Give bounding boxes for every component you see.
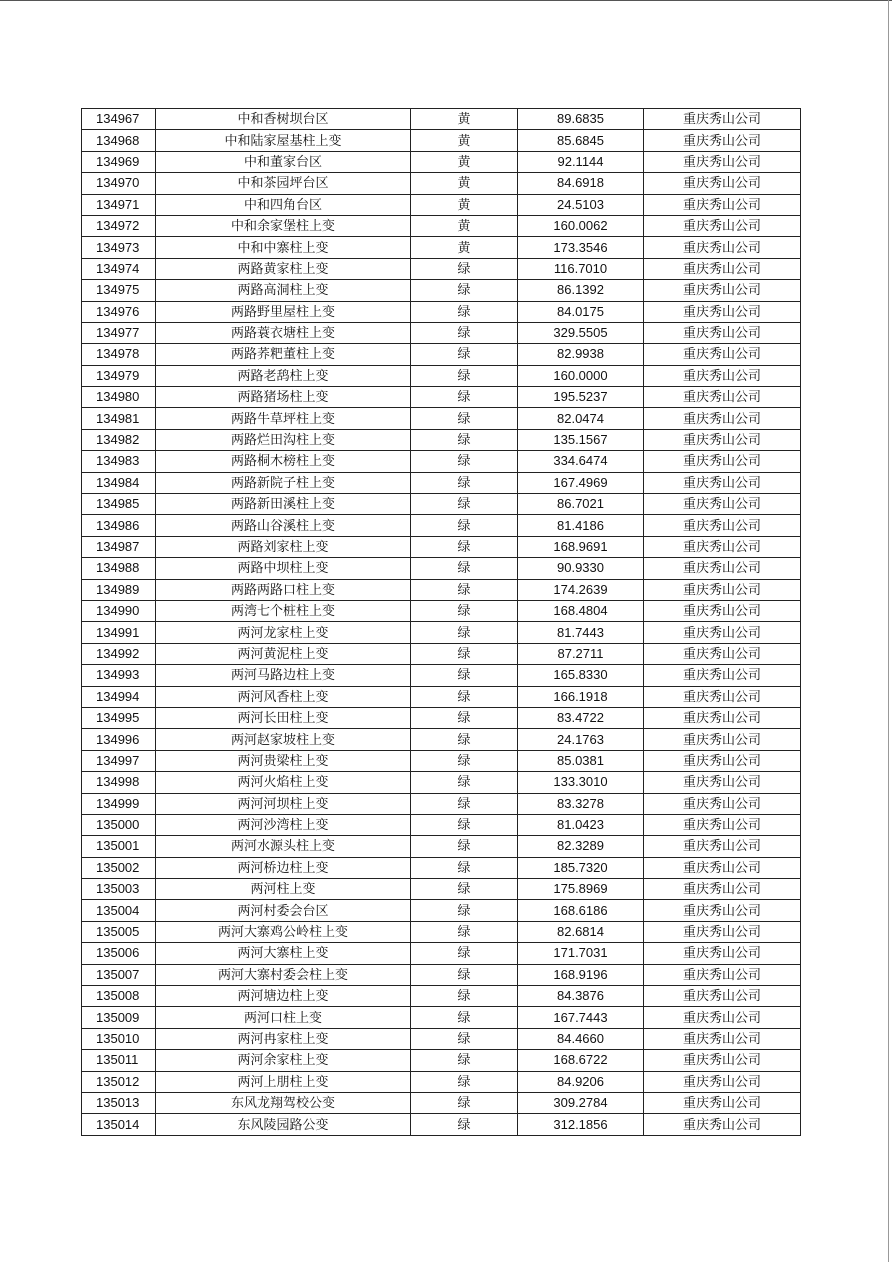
status-color-cell: 黄 — [411, 130, 518, 151]
table-row — [82, 173, 801, 194]
station-name-cell: 两路山谷溪柱上变 — [156, 515, 411, 536]
row-id-cell: 134988 — [82, 558, 156, 579]
page-right-border — [888, 0, 889, 1262]
station-name-cell: 两路猪场柱上变 — [156, 387, 411, 408]
row-id-cell: 135009 — [82, 1007, 156, 1028]
company-cell: 重庆秀山公司 — [644, 772, 801, 793]
company-cell: 重庆秀山公司 — [644, 1092, 801, 1113]
company-cell: 重庆秀山公司 — [644, 729, 801, 750]
row-id-cell: 134973 — [82, 237, 156, 258]
value-cell: 81.0423 — [518, 814, 644, 835]
station-name-cell: 两路蓑衣塘柱上变 — [156, 322, 411, 343]
value-cell: 185.7320 — [518, 857, 644, 878]
row-id-cell: 134983 — [82, 451, 156, 472]
status-color-cell: 绿 — [411, 943, 518, 964]
company-cell: 重庆秀山公司 — [644, 900, 801, 921]
table-row — [82, 1071, 801, 1092]
station-name-cell: 中和四角台区 — [156, 194, 411, 215]
company-cell: 重庆秀山公司 — [644, 622, 801, 643]
company-cell: 重庆秀山公司 — [644, 280, 801, 301]
station-name-cell: 两河余家柱上变 — [156, 1050, 411, 1071]
status-color-cell: 绿 — [411, 451, 518, 472]
row-id-cell: 134994 — [82, 686, 156, 707]
company-cell: 重庆秀山公司 — [644, 387, 801, 408]
value-cell: 82.6814 — [518, 921, 644, 942]
table-row — [82, 900, 801, 921]
value-cell: 86.1392 — [518, 280, 644, 301]
row-id-cell: 134967 — [82, 109, 156, 130]
table-row — [82, 686, 801, 707]
row-id-cell: 135013 — [82, 1092, 156, 1113]
value-cell: 168.9196 — [518, 964, 644, 985]
station-name-cell: 两河水源头柱上变 — [156, 836, 411, 857]
row-id-cell: 135005 — [82, 921, 156, 942]
value-cell: 167.4969 — [518, 472, 644, 493]
row-id-cell: 134976 — [82, 301, 156, 322]
row-id-cell: 134971 — [82, 194, 156, 215]
status-color-cell: 绿 — [411, 365, 518, 386]
row-id-cell: 135008 — [82, 986, 156, 1007]
station-name-cell: 两河上朋柱上变 — [156, 1071, 411, 1092]
status-color-cell: 黄 — [411, 151, 518, 172]
row-id-cell: 134993 — [82, 665, 156, 686]
station-name-cell: 东风陵园路公变 — [156, 1114, 411, 1135]
status-color-cell: 黄 — [411, 215, 518, 236]
station-name-cell: 中和香树坝台区 — [156, 109, 411, 130]
row-id-cell: 135006 — [82, 943, 156, 964]
value-cell: 89.6835 — [518, 109, 644, 130]
status-color-cell: 绿 — [411, 836, 518, 857]
row-id-cell: 134997 — [82, 750, 156, 771]
status-color-cell: 绿 — [411, 301, 518, 322]
company-cell: 重庆秀山公司 — [644, 857, 801, 878]
row-id-cell: 134992 — [82, 643, 156, 664]
status-color-cell: 绿 — [411, 879, 518, 900]
table-row — [82, 772, 801, 793]
station-name-cell: 两河贵梁柱上变 — [156, 750, 411, 771]
station-name-cell: 两湾七个桩柱上变 — [156, 600, 411, 621]
value-cell: 84.3876 — [518, 986, 644, 1007]
value-cell: 133.3010 — [518, 772, 644, 793]
station-name-cell: 两路野里屋柱上变 — [156, 301, 411, 322]
value-cell: 82.0474 — [518, 408, 644, 429]
company-cell: 重庆秀山公司 — [644, 494, 801, 515]
table-row — [82, 793, 801, 814]
status-color-cell: 绿 — [411, 429, 518, 450]
value-cell: 168.9691 — [518, 536, 644, 557]
company-cell: 重庆秀山公司 — [644, 1007, 801, 1028]
station-name-cell: 两路荞粑董柱上变 — [156, 344, 411, 365]
value-cell: 166.1918 — [518, 686, 644, 707]
row-id-cell: 134974 — [82, 258, 156, 279]
row-id-cell: 135002 — [82, 857, 156, 878]
station-name-cell: 中和余家堡柱上变 — [156, 215, 411, 236]
table-row — [82, 879, 801, 900]
row-id-cell: 135010 — [82, 1028, 156, 1049]
value-cell: 329.5505 — [518, 322, 644, 343]
row-id-cell: 134985 — [82, 494, 156, 515]
table-row — [82, 215, 801, 236]
station-name-cell: 两河河坝柱上变 — [156, 793, 411, 814]
company-cell: 重庆秀山公司 — [644, 1050, 801, 1071]
table-row — [82, 151, 801, 172]
company-cell: 重庆秀山公司 — [644, 109, 801, 130]
station-name-cell: 两路中坝柱上变 — [156, 558, 411, 579]
station-name-cell: 两河大寨柱上变 — [156, 943, 411, 964]
station-name-cell: 两河大寨村委会柱上变 — [156, 964, 411, 985]
status-color-cell: 黄 — [411, 109, 518, 130]
status-color-cell: 绿 — [411, 900, 518, 921]
status-color-cell: 绿 — [411, 986, 518, 1007]
company-cell: 重庆秀山公司 — [644, 451, 801, 472]
row-id-cell: 135003 — [82, 879, 156, 900]
value-cell: 334.6474 — [518, 451, 644, 472]
value-cell: 312.1856 — [518, 1114, 644, 1135]
table-row — [82, 921, 801, 942]
row-id-cell: 134975 — [82, 280, 156, 301]
value-cell: 116.7010 — [518, 258, 644, 279]
company-cell: 重庆秀山公司 — [644, 750, 801, 771]
status-color-cell: 绿 — [411, 964, 518, 985]
station-name-cell: 两河口柱上变 — [156, 1007, 411, 1028]
value-cell: 175.8969 — [518, 879, 644, 900]
station-name-cell: 两路桐木榜柱上变 — [156, 451, 411, 472]
value-cell: 81.4186 — [518, 515, 644, 536]
table-row — [82, 451, 801, 472]
company-cell: 重庆秀山公司 — [644, 301, 801, 322]
status-color-cell: 绿 — [411, 772, 518, 793]
company-cell: 重庆秀山公司 — [644, 686, 801, 707]
company-cell: 重庆秀山公司 — [644, 173, 801, 194]
table-row — [82, 707, 801, 728]
row-id-cell: 135000 — [82, 814, 156, 835]
value-cell: 87.2711 — [518, 643, 644, 664]
station-name-cell: 两河龙家柱上变 — [156, 622, 411, 643]
company-cell: 重庆秀山公司 — [644, 814, 801, 835]
row-id-cell: 134982 — [82, 429, 156, 450]
row-id-cell: 135011 — [82, 1050, 156, 1071]
status-color-cell: 绿 — [411, 750, 518, 771]
status-color-cell: 绿 — [411, 1028, 518, 1049]
company-cell: 重庆秀山公司 — [644, 921, 801, 942]
table-row — [82, 1007, 801, 1028]
company-cell: 重庆秀山公司 — [644, 986, 801, 1007]
table-row — [82, 344, 801, 365]
status-color-cell: 绿 — [411, 622, 518, 643]
status-color-cell: 绿 — [411, 1071, 518, 1092]
table-body — [82, 109, 801, 1136]
company-cell: 重庆秀山公司 — [644, 793, 801, 814]
table-row — [82, 130, 801, 151]
station-name-cell: 两河风香柱上变 — [156, 686, 411, 707]
company-cell: 重庆秀山公司 — [644, 579, 801, 600]
value-cell: 168.4804 — [518, 600, 644, 621]
table-row — [82, 558, 801, 579]
status-color-cell: 绿 — [411, 857, 518, 878]
status-color-cell: 绿 — [411, 536, 518, 557]
status-color-cell: 绿 — [411, 600, 518, 621]
company-cell: 重庆秀山公司 — [644, 429, 801, 450]
station-name-cell: 中和陆家屋基柱上变 — [156, 130, 411, 151]
table-row — [82, 964, 801, 985]
table-row — [82, 472, 801, 493]
table-row — [82, 109, 801, 130]
value-cell: 86.7021 — [518, 494, 644, 515]
status-color-cell: 绿 — [411, 579, 518, 600]
station-name-cell: 两河村委会台区 — [156, 900, 411, 921]
row-id-cell: 134977 — [82, 322, 156, 343]
company-cell: 重庆秀山公司 — [644, 515, 801, 536]
value-cell: 83.3278 — [518, 793, 644, 814]
status-color-cell: 绿 — [411, 793, 518, 814]
row-id-cell: 135004 — [82, 900, 156, 921]
company-cell: 重庆秀山公司 — [644, 1114, 801, 1135]
station-name-cell: 两河桥边柱上变 — [156, 857, 411, 878]
table-row — [82, 237, 801, 258]
table-row — [82, 429, 801, 450]
status-color-cell: 黄 — [411, 194, 518, 215]
row-id-cell: 134987 — [82, 536, 156, 557]
company-cell: 重庆秀山公司 — [644, 365, 801, 386]
company-cell: 重庆秀山公司 — [644, 151, 801, 172]
value-cell: 92.1144 — [518, 151, 644, 172]
table-row — [82, 194, 801, 215]
row-id-cell: 134980 — [82, 387, 156, 408]
row-id-cell: 135014 — [82, 1114, 156, 1135]
station-name-cell: 中和董家台区 — [156, 151, 411, 172]
table-row — [82, 515, 801, 536]
station-name-cell: 两河马路边柱上变 — [156, 665, 411, 686]
row-id-cell: 135001 — [82, 836, 156, 857]
table-row — [82, 365, 801, 386]
station-name-cell: 两河柱上变 — [156, 879, 411, 900]
status-color-cell: 黄 — [411, 173, 518, 194]
station-name-cell: 两路新田溪柱上变 — [156, 494, 411, 515]
row-id-cell: 135012 — [82, 1071, 156, 1092]
table-row — [82, 1050, 801, 1071]
company-cell: 重庆秀山公司 — [644, 237, 801, 258]
table-row — [82, 301, 801, 322]
table-row — [82, 600, 801, 621]
row-id-cell: 134996 — [82, 729, 156, 750]
status-color-cell: 绿 — [411, 1007, 518, 1028]
company-cell: 重庆秀山公司 — [644, 707, 801, 728]
status-color-cell: 绿 — [411, 707, 518, 728]
value-cell: 168.6722 — [518, 1050, 644, 1071]
value-cell: 174.2639 — [518, 579, 644, 600]
company-cell: 重庆秀山公司 — [644, 408, 801, 429]
status-color-cell: 绿 — [411, 558, 518, 579]
status-color-cell: 绿 — [411, 921, 518, 942]
table-row — [82, 1114, 801, 1135]
status-color-cell: 绿 — [411, 643, 518, 664]
status-color-cell: 绿 — [411, 1114, 518, 1135]
table-row — [82, 622, 801, 643]
data-table — [81, 108, 801, 1136]
row-id-cell: 134995 — [82, 707, 156, 728]
table-row — [82, 536, 801, 557]
table-row — [82, 814, 801, 835]
company-cell: 重庆秀山公司 — [644, 964, 801, 985]
value-cell: 81.7443 — [518, 622, 644, 643]
status-color-cell: 绿 — [411, 515, 518, 536]
value-cell: 83.4722 — [518, 707, 644, 728]
company-cell: 重庆秀山公司 — [644, 558, 801, 579]
company-cell: 重庆秀山公司 — [644, 344, 801, 365]
company-cell: 重庆秀山公司 — [644, 665, 801, 686]
row-id-cell: 134984 — [82, 472, 156, 493]
company-cell: 重庆秀山公司 — [644, 322, 801, 343]
station-name-cell: 两路老鸹柱上变 — [156, 365, 411, 386]
station-name-cell: 两路新院子柱上变 — [156, 472, 411, 493]
value-cell: 84.0175 — [518, 301, 644, 322]
station-name-cell: 中和中寨柱上变 — [156, 237, 411, 258]
status-color-cell: 绿 — [411, 494, 518, 515]
row-id-cell: 135007 — [82, 964, 156, 985]
table-row — [82, 408, 801, 429]
table-row — [82, 494, 801, 515]
company-cell: 重庆秀山公司 — [644, 943, 801, 964]
company-cell: 重庆秀山公司 — [644, 600, 801, 621]
status-color-cell: 绿 — [411, 322, 518, 343]
row-id-cell: 134981 — [82, 408, 156, 429]
value-cell: 82.9938 — [518, 344, 644, 365]
status-color-cell: 绿 — [411, 280, 518, 301]
station-name-cell: 两河赵家坡柱上变 — [156, 729, 411, 750]
row-id-cell: 134999 — [82, 793, 156, 814]
row-id-cell: 134972 — [82, 215, 156, 236]
status-color-cell: 绿 — [411, 1092, 518, 1113]
company-cell: 重庆秀山公司 — [644, 536, 801, 557]
station-name-cell: 两河大寨鸡公岭柱上变 — [156, 921, 411, 942]
company-cell: 重庆秀山公司 — [644, 1071, 801, 1092]
value-cell: 173.3546 — [518, 237, 644, 258]
station-name-cell: 两路两路口柱上变 — [156, 579, 411, 600]
value-cell: 135.1567 — [518, 429, 644, 450]
status-color-cell: 绿 — [411, 387, 518, 408]
value-cell: 24.5103 — [518, 194, 644, 215]
company-cell: 重庆秀山公司 — [644, 215, 801, 236]
company-cell: 重庆秀山公司 — [644, 1028, 801, 1049]
row-id-cell: 134986 — [82, 515, 156, 536]
page-top-border — [0, 0, 892, 1]
status-color-cell: 绿 — [411, 472, 518, 493]
status-color-cell: 绿 — [411, 665, 518, 686]
value-cell: 82.3289 — [518, 836, 644, 857]
row-id-cell: 134998 — [82, 772, 156, 793]
table-row — [82, 665, 801, 686]
station-name-cell: 两路黄家柱上变 — [156, 258, 411, 279]
table-row — [82, 836, 801, 857]
company-cell: 重庆秀山公司 — [644, 130, 801, 151]
value-cell: 165.8330 — [518, 665, 644, 686]
table-row — [82, 387, 801, 408]
table-row — [82, 1028, 801, 1049]
company-cell: 重庆秀山公司 — [644, 643, 801, 664]
company-cell: 重庆秀山公司 — [644, 258, 801, 279]
table-row — [82, 579, 801, 600]
status-color-cell: 绿 — [411, 258, 518, 279]
station-name-cell: 两河火焰柱上变 — [156, 772, 411, 793]
table-row — [82, 986, 801, 1007]
status-color-cell: 绿 — [411, 729, 518, 750]
value-cell: 84.9206 — [518, 1071, 644, 1092]
value-cell: 160.0062 — [518, 215, 644, 236]
table-row — [82, 322, 801, 343]
row-id-cell: 134990 — [82, 600, 156, 621]
station-name-cell: 东风龙翔驾校公变 — [156, 1092, 411, 1113]
table-row — [82, 857, 801, 878]
station-name-cell: 两河沙湾柱上变 — [156, 814, 411, 835]
company-cell: 重庆秀山公司 — [644, 194, 801, 215]
company-cell: 重庆秀山公司 — [644, 836, 801, 857]
row-id-cell: 134979 — [82, 365, 156, 386]
row-id-cell: 134989 — [82, 579, 156, 600]
table-row — [82, 943, 801, 964]
row-id-cell: 134970 — [82, 173, 156, 194]
station-name-cell: 两路刘家柱上变 — [156, 536, 411, 557]
status-color-cell: 黄 — [411, 237, 518, 258]
row-id-cell: 134969 — [82, 151, 156, 172]
station-name-cell: 两路高洞柱上变 — [156, 280, 411, 301]
value-cell: 90.9330 — [518, 558, 644, 579]
status-color-cell: 绿 — [411, 1050, 518, 1071]
company-cell: 重庆秀山公司 — [644, 472, 801, 493]
table-row — [82, 643, 801, 664]
company-cell: 重庆秀山公司 — [644, 879, 801, 900]
value-cell: 167.7443 — [518, 1007, 644, 1028]
station-name-cell: 两路牛草坪柱上变 — [156, 408, 411, 429]
value-cell: 309.2784 — [518, 1092, 644, 1113]
table-row — [82, 750, 801, 771]
table-row — [82, 1092, 801, 1113]
station-name-cell: 两路烂田沟柱上变 — [156, 429, 411, 450]
row-id-cell: 134968 — [82, 130, 156, 151]
value-cell: 168.6186 — [518, 900, 644, 921]
value-cell: 84.6918 — [518, 173, 644, 194]
row-id-cell: 134978 — [82, 344, 156, 365]
table-row — [82, 258, 801, 279]
value-cell: 85.0381 — [518, 750, 644, 771]
station-name-cell: 两河冉家柱上变 — [156, 1028, 411, 1049]
station-name-cell: 两河黄泥柱上变 — [156, 643, 411, 664]
station-name-cell: 中和茶园坪台区 — [156, 173, 411, 194]
station-name-cell: 两河长田柱上变 — [156, 707, 411, 728]
station-name-cell: 两河塘边柱上变 — [156, 986, 411, 1007]
value-cell: 85.6845 — [518, 130, 644, 151]
value-cell: 195.5237 — [518, 387, 644, 408]
value-cell: 84.4660 — [518, 1028, 644, 1049]
status-color-cell: 绿 — [411, 686, 518, 707]
table-row — [82, 280, 801, 301]
status-color-cell: 绿 — [411, 408, 518, 429]
status-color-cell: 绿 — [411, 814, 518, 835]
value-cell: 171.7031 — [518, 943, 644, 964]
status-color-cell: 绿 — [411, 344, 518, 365]
value-cell: 160.0000 — [518, 365, 644, 386]
table-row — [82, 729, 801, 750]
value-cell: 24.1763 — [518, 729, 644, 750]
row-id-cell: 134991 — [82, 622, 156, 643]
